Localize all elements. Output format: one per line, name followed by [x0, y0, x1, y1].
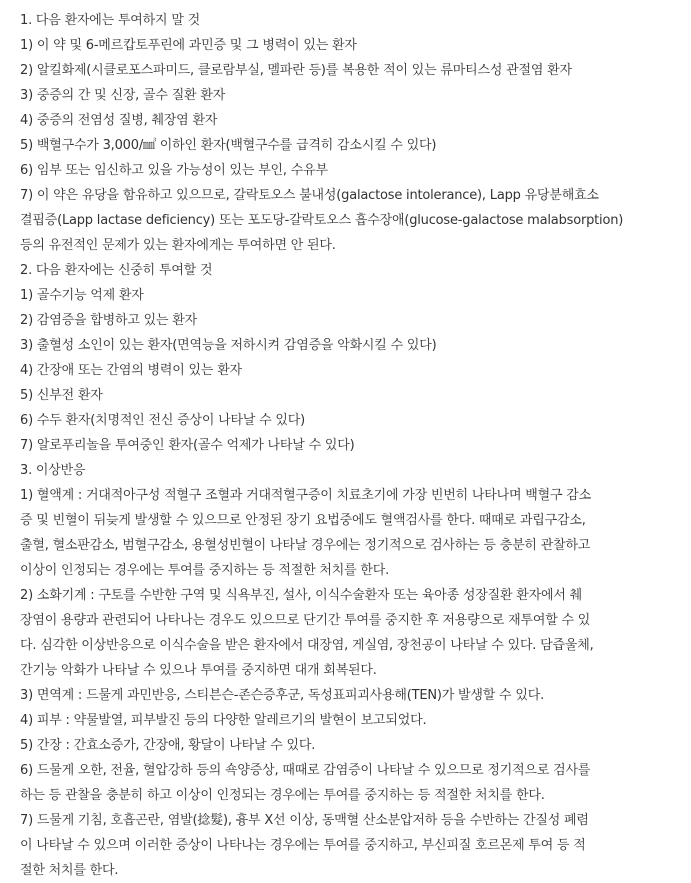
adverse-reaction-item-continued: 이 나타날 수 있으며 이러한 증상이 나타나는 경우에는 투여를 중지하고, 부신피질 호르몬제 투여 등 적: [20, 838, 586, 853]
adverse-reaction-item: 4) 피부 : 약물발열, 피부발진 등의 다양한 알레르기의 발현이 보고되었다.: [20, 713, 427, 728]
adverse-reaction-item: 1) 혈액계 : 거대적아구성 적혈구 조혈과 거대적혈구증이 치료초기에 가장 빈번히 나타나며 백혈구 감소: [20, 488, 591, 503]
adverse-reaction-item-continued: 증 및 빈혈이 뒤늦게 발생할 수 있으므로 안정된 장기 요법중에도 혈액검사를 한다. 때때로 과립구감소,: [20, 513, 586, 528]
caution-item: 7) 알로푸리놀을 투여중인 환자(골수 억제가 나타날 수 있다): [20, 438, 355, 453]
contraindication-item: 2) 알킬화제(시클로포스파미드, 클로람부실, 멜파란 등)를 복용한 적이 있는 류마티스성 관절염 환자: [20, 63, 572, 78]
adverse-reaction-item-continued: 절한 처치를 한다.: [20, 863, 119, 878]
caution-item: 1) 골수기능 억제 환자: [20, 288, 144, 303]
contraindication-item-continued: 등의 유전적인 문제가 있는 환자에게는 투여하면 안 된다.: [20, 238, 336, 253]
section-heading-caution: 2. 다음 환자에는 신중히 투여할 것: [20, 263, 213, 278]
adverse-reaction-item-continued: 장염이 용량과 관련되어 나타나는 경우도 있으므로 단기간 투여를 중지한 후 저용량으로 재투여할 수 있: [20, 613, 591, 628]
adverse-reaction-item: 2) 소화기계 : 구토를 수반한 구역 및 식욕부진, 설사, 이식수술환자 또는 육아종 성장질환 환자에서 췌: [20, 588, 583, 603]
contraindication-item: 6) 임부 또는 임신하고 있을 가능성이 있는 부인, 수유부: [20, 163, 328, 178]
adverse-reaction-item-continued: 출혈, 혈소판감소, 범혈구감소, 용혈성빈혈이 나타날 경우에는 정기적으로 검사하는 등 충분히 관찰하고: [20, 538, 591, 553]
contraindication-item: 5) 백혈구수가 3,000/㎣ 이하인 환자(백혈구수를 급격히 감소시킬 수 있다): [20, 138, 437, 153]
section-heading-contraindications: 1. 다음 환자에는 투여하지 말 것: [20, 13, 200, 28]
caution-item: 5) 신부전 환자: [20, 388, 103, 403]
adverse-reaction-item-continued: 다. 심각한 이상반응으로 이식수술을 받은 환자에서 대장염, 게실염, 장천공이 나타날 수 있다. 담즙울체,: [20, 638, 594, 653]
caution-item: 3) 출혈성 소인이 있는 환자(면역능을 저하시켜 감염증을 악화시킬 수 있다): [20, 338, 437, 353]
contraindication-item-continued: 결핍증(Lapp lactase deficiency) 또는 포도당-갈락토오스 흡수장애(glucose-galactose malabsorption): [20, 213, 624, 228]
adverse-reaction-item-continued: 이상이 인정되는 경우에는 투여를 중지하는 등 적절한 처치를 한다.: [20, 563, 390, 578]
contraindication-item: 7) 이 약은 유당을 함유하고 있으므로, 갈락토오스 불내성(galactose intolerance), Lapp 유당분해효소: [20, 188, 599, 203]
adverse-reaction-item: 5) 간장 : 간효소증가, 간장애, 황달이 나타날 수 있다.: [20, 738, 316, 753]
section-heading-adverse-reactions: 3. 이상반응: [20, 463, 86, 478]
adverse-reaction-item-continued: 간기능 악화가 나타날 수 있으나 투여를 중지하면 대개 회복된다.: [20, 663, 377, 678]
adverse-reaction-item: 3) 면역계 : 드물게 과민반응, 스티븐슨-존슨증후군, 독성표피괴사용해(TEN)가 발생할 수 있다.: [20, 688, 544, 703]
caution-item: 2) 감염증을 합병하고 있는 환자: [20, 313, 197, 328]
adverse-reaction-item: 7) 드물게 기침, 호흡곤란, 염발(捻髮), 흉부 X선 이상, 동맥혈 산소분압저하 등을 수반하는 간질성 폐렴: [20, 813, 589, 828]
contraindication-item: 1) 이 약 및 6-메르캅토푸린에 과민증 및 그 병력이 있는 환자: [20, 38, 357, 53]
caution-item: 6) 수두 환자(치명적인 전신 증상이 나타날 수 있다): [20, 413, 306, 428]
contraindication-item: 3) 중증의 간 및 신장, 골수 질환 환자: [20, 88, 226, 103]
adverse-reaction-item: 6) 드물게 오한, 전율, 혈압강하 등의 쇽양증상, 때때로 감염증이 나타날 수 있으므로 정기적으로 검사를: [20, 763, 591, 778]
caution-item: 4) 간장애 또는 간염의 병력이 있는 환자: [20, 363, 242, 378]
adverse-reaction-item-continued: 하는 등 관찰을 충분히 하고 이상이 인정되는 경우에는 투여를 중지하는 등 적절한 처치를 한다.: [20, 788, 545, 803]
contraindication-item: 4) 중증의 전염성 질병, 췌장염 환자: [20, 113, 218, 128]
